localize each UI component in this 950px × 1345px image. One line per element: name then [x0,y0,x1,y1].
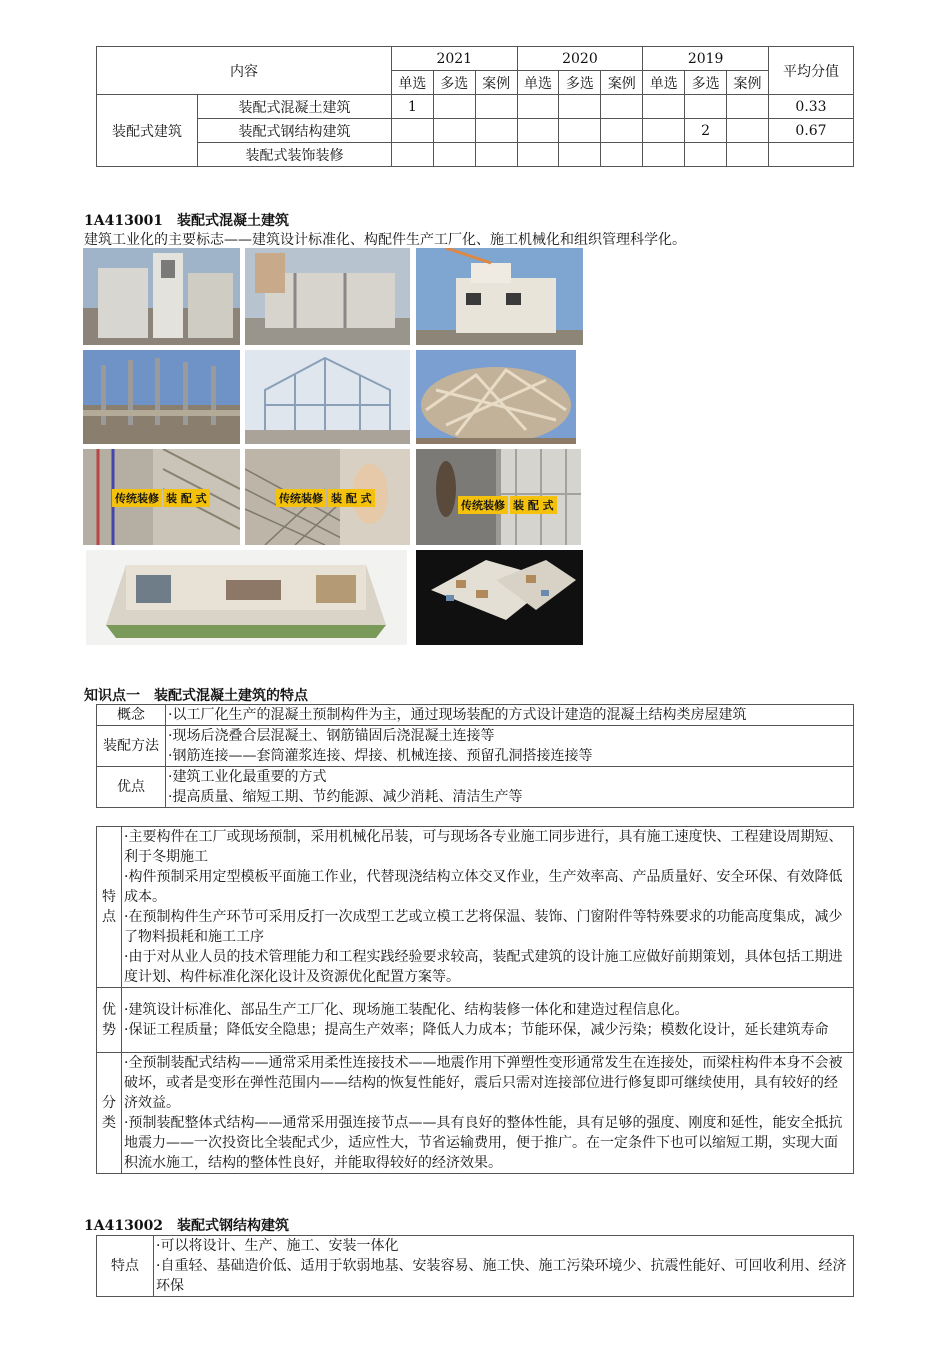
building-photo [83,248,240,345]
building-photo [83,350,240,444]
score-cell [559,143,601,167]
row-text: ·自重轻、基础造价低、适用于软弱地基、安装容易、施工快、施工污染环境少、抗震性能好、可回收利用、经济环保 [156,1258,847,1294]
steel-structure-table [96,1235,854,1297]
row-text: ·建筑工业化最重要的方式 [168,769,327,785]
year-header: 2021 [391,47,517,71]
score-cell [433,143,475,167]
row-label: 点 [102,909,116,925]
score-cell [727,95,769,119]
table-row [97,827,854,988]
score-cell: 2 [685,119,727,143]
subcol-header: 案例 [601,71,643,95]
building-photo [416,248,583,345]
content-header: 内容 [97,47,392,95]
row-label: 概念 [97,705,166,726]
row-text: ·保证工程质量；降低安全隐患；提高生产效率；降低人力成本；节能环保，减少污染；模数化设计，延长建筑寿命 [124,1022,829,1038]
row-label: 特点 [97,1236,154,1297]
row-name: 装配式混凝土建筑 [198,95,392,119]
table-row [97,119,854,143]
table-row [97,726,854,767]
floorplan-render [416,550,583,645]
year-header: 2019 [643,47,769,71]
score-cell [643,119,685,143]
building-photo [245,248,410,345]
traditional-decoration-badge: 传统装修 [458,496,508,514]
traditional-decoration-badge: 传统装修 [276,489,326,507]
table-row [97,705,854,726]
score-cell [727,119,769,143]
row-label: 类 [102,1115,116,1131]
traditional-decoration-badge: 传统装修 [112,489,162,507]
score-cell [391,119,433,143]
score-cell [517,95,559,119]
subcol-header: 单选 [643,71,685,95]
knowledge-point-heading: 知识点一 装配式混凝土建筑的特点 [84,688,308,704]
score-cell [517,119,559,143]
avg-cell: 0.67 [769,119,854,143]
table-row [97,767,854,808]
avg-cell [769,143,854,167]
avg-cell: 0.33 [769,95,854,119]
building-photo [416,350,576,444]
row-label: 特 [102,889,116,905]
subcol-header: 多选 [433,71,475,95]
row-text: ·以工厂化生产的混凝土预制构件为主，通过现场装配的方式设计建造的混凝土结构类房屋建筑 [168,707,747,723]
row-text: ·预制装配整体式结构——通常采用强连接节点——具有良好的整体性能，具有足够的强度、刚度和延性，能安全抵抗地震力——一次投资比全装配式少，适应性大，节省运输费用，便于推广。在一定条件下也可以缩短工期，实现大面积流水施工，结构的整体性良好，并能取得较好的经济效果。 [124,1115,843,1171]
table-row [97,988,854,1053]
score-cell [475,143,517,167]
table-row [97,143,854,167]
row-text: ·由于对从业人员的技术管理能力和工程实践经验要求较高，装配式建筑的设计施工应做好前期策划，具体包括工期进度计划、构件标准化深化设计及资源优化配置方案等。 [124,949,843,985]
row-text: ·在预制构件生产环节可采用反打一次成型工艺或立模工艺将保温、装饰、门窗附件等特殊要求的功能高度集成，减少了物料损耗和施工工序 [124,909,843,945]
row-name: 装配式装饰装修 [198,143,392,167]
score-cell [391,143,433,167]
row-text: ·构件预制采用定型模板平面施工作业，代替现浇结构立体交叉作业，生产效率高、产品质量好、安全环保、有效降低成本。 [124,869,843,905]
score-cell [517,143,559,167]
score-cell [601,143,643,167]
score-cell [433,95,475,119]
row-text: ·主要构件在工厂或现场预制，采用机械化吊装，可与现场各专业施工同步进行，具有施工速度快、工程建设周期短、利于冬期施工 [124,829,843,865]
table-row [97,1053,854,1174]
row-label: 优点 [97,767,166,808]
prefab-badge: 装 配 式 [510,496,557,514]
table-row [97,1236,854,1297]
category-cell: 装配式建筑 [97,95,198,167]
row-text: ·全预制装配式结构——通常采用柔性连接技术——地震作用下弹塑性变形通常发生在连接处，而梁柱构件本身不会被破坏，或者是变形在弹性范围内——结构的恢复性能好，震后只需对连接部位进行修复即可继续使用，具有较好的经济效益。 [124,1055,843,1111]
row-text: ·提高质量、缩短工期、节约能源、减少消耗、清洁生产等 [168,789,523,805]
subcol-header: 案例 [727,71,769,95]
row-label: 势 [102,1022,116,1038]
table-row [97,95,854,119]
row-label: 优 [102,1002,116,1018]
subcol-header: 多选 [559,71,601,95]
score-cell [727,143,769,167]
score-cell [685,95,727,119]
prefab-badge: 装 配 式 [328,489,375,507]
score-cell [475,95,517,119]
score-cell [601,95,643,119]
subcol-header: 单选 [391,71,433,95]
avg-header: 平均分值 [769,47,854,95]
section-intro: 建筑工业化的主要标志——建筑设计标准化、构配件生产工厂化、施工机械化和组织管理科学化。 [84,232,686,248]
building-photo [245,350,410,444]
prefab-badge: 装 配 式 [163,489,210,507]
row-text: ·建筑设计标准化、部品生产工厂化、现场施工装配化、结构装修一体化和建造过程信息化。 [124,1002,689,1018]
score-cell [559,95,601,119]
kp2-table [96,826,854,1174]
score-cell [643,95,685,119]
row-text: ·可以将设计、生产、施工、安装一体化 [156,1238,399,1254]
row-text: ·现场后浇叠合层混凝土、钢筋锚固后浇混凝土连接等 [168,728,495,744]
section-heading: 1A413002 装配式钢结构建筑 [84,1218,290,1234]
subcol-header: 单选 [517,71,559,95]
year-header: 2020 [517,47,643,71]
score-cell [433,119,475,143]
kp1-table [96,704,854,808]
row-label: 分 [102,1095,116,1111]
score-cell [685,143,727,167]
row-text: ·钢筋连接——套筒灌浆连接、焊接、机械连接、预留孔洞搭接连接等 [168,748,593,764]
score-table [96,46,854,167]
section-heading: 1A413001 装配式混凝土建筑 [84,213,290,229]
score-cell [601,119,643,143]
row-name: 装配式钢结构建筑 [198,119,392,143]
score-cell [475,119,517,143]
interior-render [86,550,407,645]
subcol-header: 多选 [685,71,727,95]
row-label: 装配方法 [97,726,166,767]
score-cell [643,143,685,167]
score-cell [559,119,601,143]
score-cell: 1 [391,95,433,119]
subcol-header: 案例 [475,71,517,95]
